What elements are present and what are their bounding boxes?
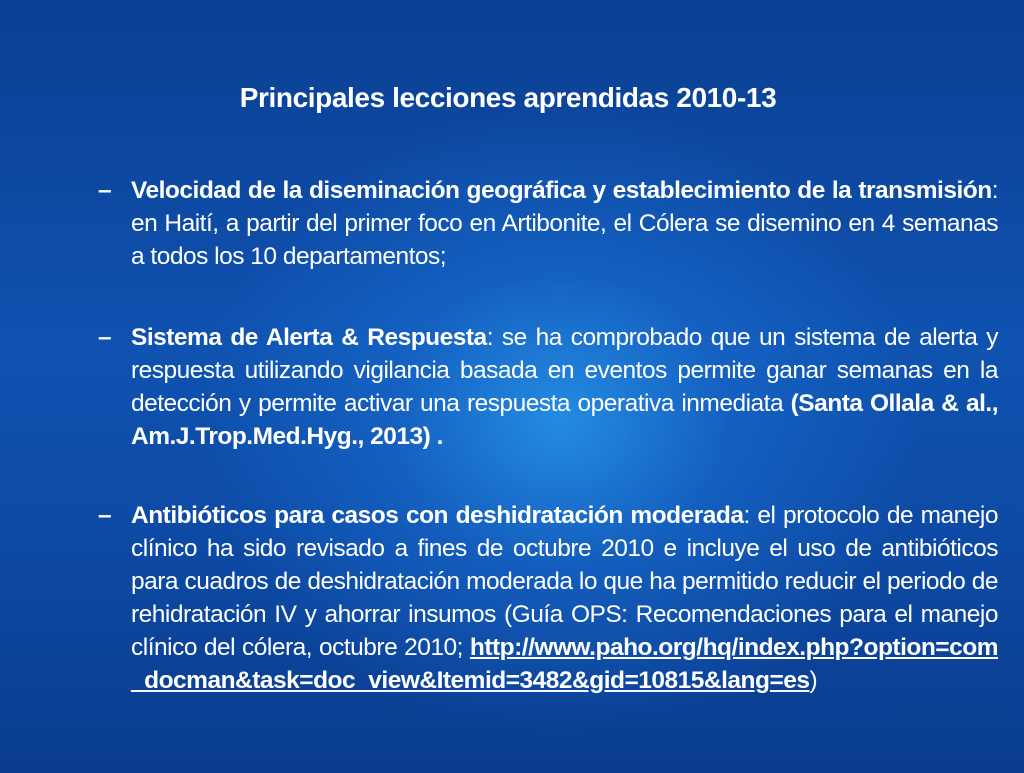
bullet-bold-lead: Antibióticos para casos con deshidratación moderada — [131, 502, 744, 529]
bullet-bold-lead: Velocidad de la diseminación geográfica y establecimiento de la transmisión — [131, 177, 992, 204]
bullet-closing-paren: ) — [809, 667, 818, 694]
bullet-text — [131, 499, 998, 697]
bullet-dash: – — [98, 177, 112, 204]
bullet-body: : el protocolo de manejo clínico ha sido revisado a fines de octubre 2010 e incluye el uso de antibióticos para cuadros de deshidratación moderada lo que ha permitido reducir el periodo de rehidratación IV y ahorrar insumos (Guía OPS: Recomendaciones para el manejo clínico del cólera, octubre 2010; — [131, 502, 998, 661]
bullet-text — [131, 174, 998, 273]
bullet-item-alert-system — [98, 321, 998, 453]
bullet-item-dissemination — [98, 174, 998, 273]
slide-title — [0, 82, 1024, 114]
slide-title-text: Principales lecciones aprendidas 2010-13 — [239, 82, 777, 113]
bullet-dash: – — [98, 502, 112, 529]
bullet-dash: – — [98, 324, 112, 351]
bullet-citation: (Santa Ollala & al., Am.J.Trop.Med.Hyg., 2013) . — [131, 390, 999, 450]
bullet-body: : en Haití, a partir del primer foco en Artibonite, el Cólera se disemino en 4 semanas a todos los 10 departamentos; — [131, 177, 998, 270]
bullet-bold-lead: Sistema de Alerta & Respuesta — [131, 324, 487, 351]
paho-guide-link[interactable]: http://www.paho.org/hq/index.php?option=com_docman&task=doc_view&Itemid=3482&gid=10815&lang=es — [131, 634, 998, 694]
bullet-text — [131, 321, 998, 453]
bullet-body: : se ha comprobado que un sistema de alerta y respuesta utilizando vigilancia basada en eventos permite ganar semanas en la detección y permite activar una respuesta operativa inmediata — [131, 324, 998, 417]
bullet-item-antibiotics — [98, 499, 998, 697]
